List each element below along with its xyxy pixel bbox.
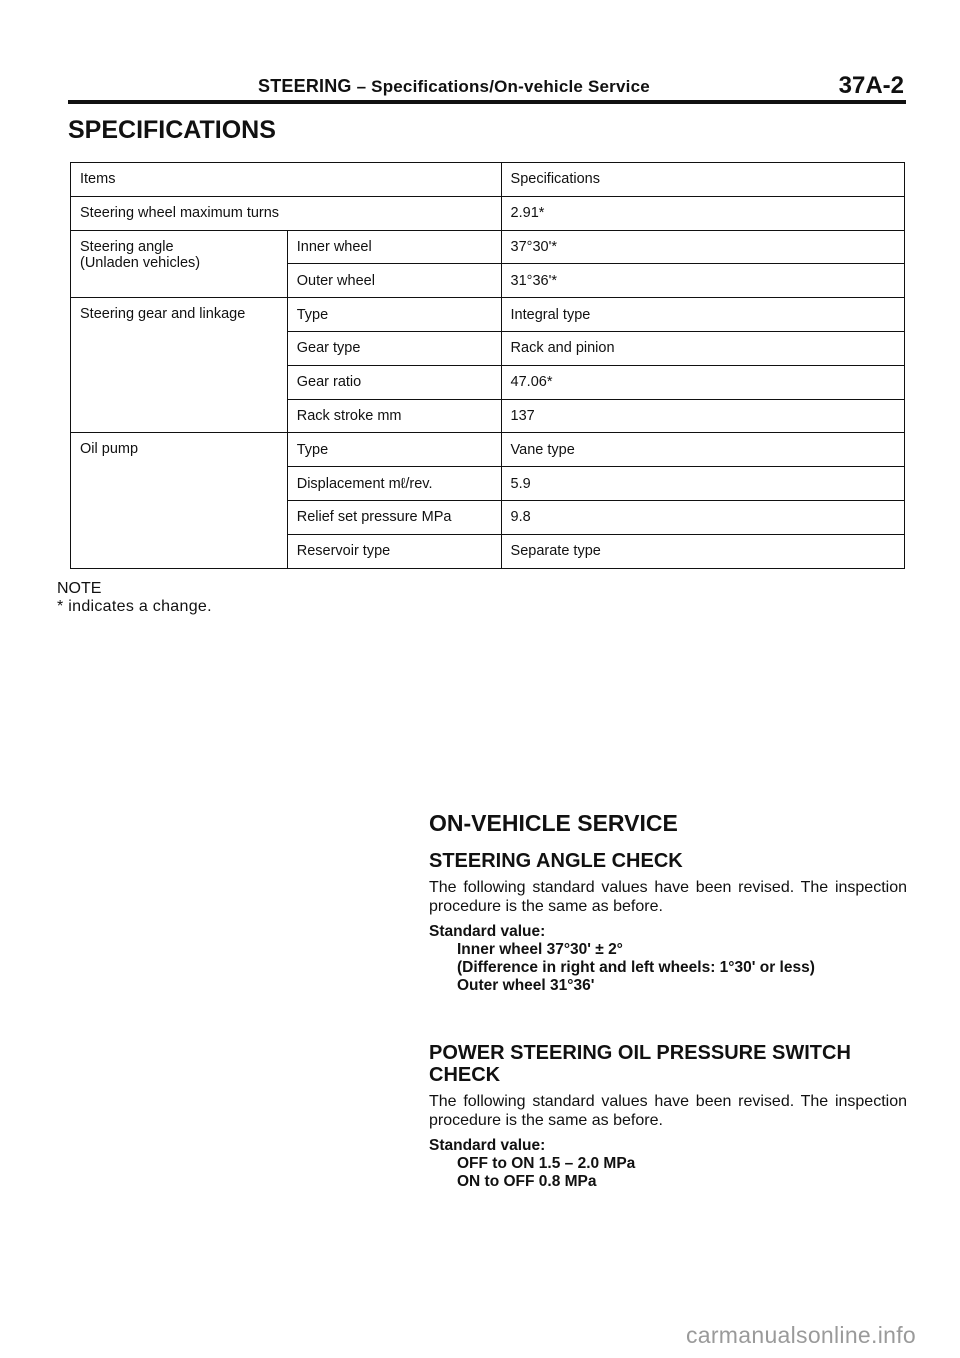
steering-angle-value-outer: Outer wheel 31°36' [457,977,595,994]
header-dash: – [356,77,367,96]
group-label: Steering angle [80,238,174,255]
note-label: NOTE [57,580,102,597]
on-vehicle-service-title: ON-VEHICLE SERVICE [429,810,678,836]
steering-angle-check-section [429,850,907,995]
group-cell-oil-pump: Oil pump [71,433,288,568]
value-cell: 5.9 [501,467,904,501]
header-rule [68,100,906,104]
group-sublabel: (Unladen vehicles) [80,254,201,271]
header-items: Items [71,163,502,197]
value-cell: 37°30'* [501,230,904,264]
group-cell-steering-angle [71,230,288,298]
table-row [71,230,905,264]
oil-pressure-switch-heading-line2: CHECK [429,1064,501,1086]
watermark-text: carmanualsonline.info [685,1322,916,1348]
item-cell: Steering wheel maximum turns [71,196,502,230]
oil-pressure-switch-heading-line1: POWER STEERING OIL PRESSURE SWITCH [429,1042,851,1064]
value-cell: Separate type [501,534,904,568]
sub-item-cell: Gear ratio [287,365,501,399]
steering-angle-check-heading: STEERING ANGLE CHECK [429,850,683,872]
header-title [258,76,650,97]
value-cell: 9.8 [501,500,904,534]
page-number: 37A-2 [838,72,904,99]
value-cell: 31°36'* [501,264,904,298]
value-cell: 47.06* [501,365,904,399]
header-specifications: Specifications [501,163,904,197]
value-cell: 2.91* [501,196,904,230]
sub-item-cell: Relief set pressure MPa [287,500,501,534]
group-cell-steering-gear: Steering gear and linkage [71,298,288,433]
steering-angle-value-difference: (Difference in right and left wheels: 1°30' or less) [457,959,815,976]
sub-item-cell: Outer wheel [287,264,501,298]
steering-angle-standard-label: Standard value: [429,923,546,940]
specifications-table [70,162,905,569]
sub-item-cell: Displacement mℓ/rev. [287,467,501,501]
value-cell: 137 [501,399,904,433]
steering-angle-value-inner: Inner wheel 37°30' ± 2° [457,941,623,958]
on-vehicle-service-title-block [429,810,907,837]
sub-item-cell: Inner wheel [287,230,501,264]
note-block [57,580,212,616]
value-cell: Rack and pinion [501,331,904,365]
table-row [71,196,905,230]
sub-item-cell: Type [287,433,501,467]
sub-item-cell: Rack stroke mm [287,399,501,433]
note-text: * indicates a change. [57,598,212,615]
oil-pressure-value-off-to-on: OFF to ON 1.5 – 2.0 MPa [457,1155,636,1172]
sub-item-cell: Reservoir type [287,534,501,568]
specifications-title: SPECIFICATIONS [68,116,276,144]
header-section: STEERING [258,76,352,96]
oil-pressure-switch-paragraph: The following standard values have been revised. The inspection procedure is the same as before. [429,1093,907,1129]
oil-pressure-standard-label: Standard value: [429,1137,546,1154]
sub-item-cell: Type [287,298,501,332]
steering-angle-check-paragraph: The following standard values have been revised. The inspection procedure is the same as before. [429,879,907,915]
value-cell: Vane type [501,433,904,467]
oil-pressure-value-on-to-off: ON to OFF 0.8 MPa [457,1173,597,1190]
oil-pressure-switch-check-section [429,1042,907,1191]
page-header [68,72,904,98]
table-header-row [71,163,905,197]
header-subtitle: Specifications/On-vehicle Service [371,77,650,96]
table-row [71,298,905,332]
sub-item-cell: Gear type [287,331,501,365]
table-row [71,433,905,467]
value-cell: Integral type [501,298,904,332]
